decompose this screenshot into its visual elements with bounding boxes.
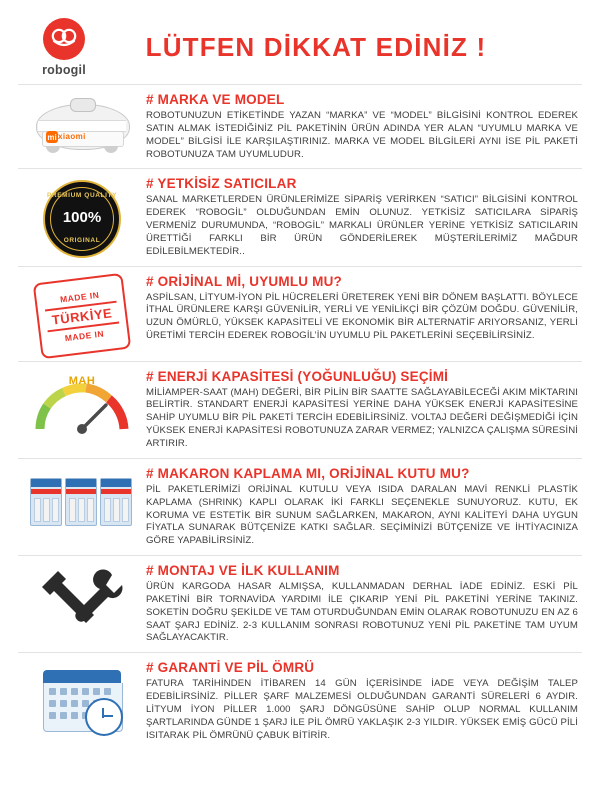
section-text [146, 176, 582, 258]
gauge-label: MAH [68, 374, 96, 387]
section-text [146, 563, 582, 645]
section-garanti-ve-pil-omru [18, 652, 582, 749]
premium-quality-badge-icon [18, 176, 146, 258]
section-text [146, 660, 582, 742]
section-body: FATURA TARİHİNDEN İTİBAREN 14 GÜN İÇERİSİNDE İADE VEYA DEĞİŞİM TALEP EDEBİLİRSİNİZ. PİLLER ŞARF MALZEMESİ OLDUĞUNDAN GARANTİ SÜRELERİ 6 AYDIR. LİTYUM İYON PİLLER 1.000 ŞARJ DÖNGÜSÜNE SAHİP OLUP NORMAL KULLANIM ŞARTLARINDA GÜNDE 1 ŞARJ İLE PİL ÖMRÜ YAKLAŞIK 2-3 YILDIR. YÜKSEK EMİŞ GÜCÜ PİLİ ISITARAK PİL ÖMRÜNÜ ÇABUK BİTİRİR. [146, 678, 578, 741]
section-body: SANAL MARKETLERDEN ÜRÜNLERİMİZE SİPARİŞ VERİRKEN “SATICI” BİLGİSİNİ KONTROL EDEREK “ROBOGİL” OLDUĞUNDAN EMİN OLUNUZ. YETKİSİZ SATICILARA SİPARİŞ VERMENİZ DURUMUNDA, “ROBOGİL” MARKALI ÜRÜNLER YERİNE YETKİSİZ SATICILARIN ÜRETTİĞİ FARKLI BİR ÜRÜN GÖNDERİLEREK MÜŞTERİLERİMİZ MAĞDUR EDİLEBİLMEKTEDİR.. [146, 194, 578, 257]
capacity-gauge-icon [18, 369, 146, 439]
section-text [146, 274, 582, 343]
section-body: ÜRÜN KARGODA HASAR ALMIŞSA, KULLANMADAN DERHAL İADE EDİNİZ. ESKİ PİL PAKETİNİ BİR TORNAVİDA YARDIMI İLE ÇIKARIP YENİ PİL PAKETİNİ YERİNE TAKINIZ. SOKETİN DOĞRU ŞEKİLDE VE TAM OTURDUĞUNDAN EMİN OLARAK ROBOTUNUZU EN AZ 6 SAAT ŞARJ EDİNİZ. 2-3 KULLANIM SONRASI ROBOTUNUZ YENİ PİL PAKETİNE TAM UYUM SAĞLAYACAKTIR. [146, 581, 578, 644]
stamp-line-3: MADE IN [64, 327, 105, 343]
section-heading: # MAKARON KAPLAMA MI, ORİJİNAL KUTU MU? [146, 465, 470, 481]
section-heading: # MONTAJ VE İLK KULLANIM [146, 563, 340, 579]
section-montaj-ve-ilk-kullanim [18, 555, 582, 652]
section-body: ASPİLSAN, LİTYUM-İYON PİL HÜCRELERİ ÜRETEREK YENİ BİR DÖNEM BAŞLATTI. BÖYLECE İTHAL ÜRÜNLERE KARŞI GÜVENİLİR, YERLİ VE YENİLİKÇİ BİR ÇÖZÜM DOĞDU. GÜVENİLİR, UZUN ÖMÜRLÜ, YÜKSEK KAPASİTELİ VE EKONOMİK BİR ALTERNATİF ARIYORSANIZ, YERLİ ÜRETİMİ TERCİH EDEREK ROBOGİL’İN UYUMLU PİL PAKETLERİNİ SEÇEBİLİRSİNİZ. [146, 291, 578, 342]
section-text [146, 466, 582, 548]
robot-vacuum-icon: mi xiaomi [18, 92, 146, 156]
brand-logo [18, 18, 110, 77]
page-header [18, 16, 582, 78]
battery-packaging-boxes-icon [18, 466, 146, 532]
tools-wrench-screwdriver-icon [18, 563, 146, 629]
made-in-turkiye-stamp-icon [18, 274, 146, 354]
section-text [146, 92, 582, 161]
badge-bottom-text: ORIGINAL [63, 237, 101, 245]
section-text [146, 369, 582, 451]
section-body: ROBOTUNUZUN ETİKETİNDE YAZAN “MARKA” VE “MODEL” BİLGİSİNİ KONTROL EDEREK SATIN ALMAK İSTEDİĞİNİZ PİL PAKETİNİN ÜRÜN ADINDA YER ALAN “UYUMLU MARKA VE MODEL” BİLGİSİ İLE KARŞILAŞTIRINIZ. MARKA VE MODEL BİLGİLERİ AYNI İSE PİL PAKETİ ROBOTUNUZA TAM UYUMLUDUR. [146, 110, 578, 160]
section-heading: # YETKİSİZ SATICILAR [146, 176, 297, 192]
section-marka-ve-model [18, 84, 582, 168]
section-heading: # GARANTİ VE PİL ÖMRÜ [146, 660, 315, 676]
section-yetkisiz-saticilar [18, 168, 582, 265]
section-heading: # ORİJİNAL Mİ, UYUMLU MU? [146, 273, 343, 289]
section-heading: # ENERJİ KAPASİTESİ (YOĞUNLUĞU) SEÇİMİ [146, 368, 449, 384]
brand-name: robogil [42, 62, 86, 77]
section-makaron-kaplama [18, 458, 582, 555]
badge-top-text: PREMIUM QUALITY [46, 192, 118, 200]
badge-mid-text: 100% [62, 209, 102, 227]
robot-head-icon [43, 18, 85, 60]
section-body: MİLİAMPER-SAAT (MAH) DEĞERİ, BİR PİLİN BİR SAATTE SAĞLAYABİLECEĞİ AKIM MİKTARINI BELİRTİR. STANDART ENERJİ KAPASİTESİ YERİNE DAHA YÜKSEK ENERJİ KAPASİTESİNE SAHİP UYUMLU BİR PİL PAKETİ TERCİH EDEBİLİRSİNİZ. VOLTAJ DEĞERİ DEĞİŞMEDİĞİ İÇİN YÜKSEK ENERJİ KAPASİTESİ ROBOTUNUZA ZARAR VERMEZ; YALNIZCA ÇALIŞMA SÜRESİNİ ARTIRIR. [146, 386, 578, 449]
section-enerji-kapasitesi [18, 361, 582, 458]
section-heading: # MARKA VE MODEL [146, 92, 285, 107]
page-title: LÜTFEN DİKKAT EDİNİZ ! [145, 31, 487, 62]
stamp-line-1: MADE IN [59, 288, 100, 304]
section-body: PİL PAKETLERİMİZİ ORİJİNAL KUTULU VEYA ISIDA DARALAN MAVİ RENKLİ PLASTİK KAPLAMA (SHRINK) KAPLI OLARAK İKİ FARKLI SEÇENEKLE SUNUYORUZ. KUTU, EK KORUMA VE ESTETİK BİR SUNUM SAĞLARKEN, MAKARON, AYNI KALİTEYİ DAHA UYGUN FİYATLA SUNARAK BÜTÇENİZE KATKI SAĞLAR. SEÇİMİNİZİ BÜTÇENİZE VE İHTİYACINIZA GÖRE YAPABİLİRSİNİZ. [146, 483, 578, 547]
section-orijinal-mi-uyumlu-mu [18, 266, 582, 361]
stamp-line-2: TÜRKİYE [45, 300, 120, 332]
calendar-clock-icon [18, 660, 146, 734]
